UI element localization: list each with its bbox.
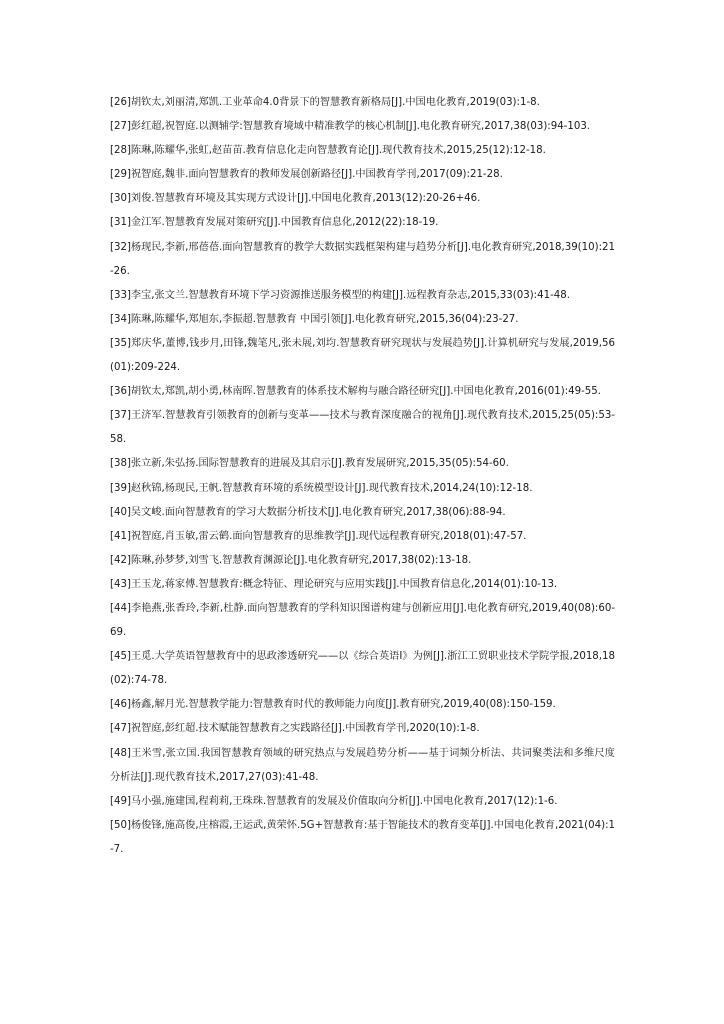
reference-entry: [29]祝智庭,魏非.面向智慧教育的教师发展创新路径[J].中国教育学刊,2017(09):21-28.: [110, 169, 503, 181]
reference-entry: [39]赵秋锦,杨现民,王帆.智慧教育环境的系统模型设计[J].现代教育技术,2014,24(10):12-18.: [110, 482, 533, 494]
reference-entry: [44]李艳燕,张香玲,李新,杜静.面向智慧教育的学科知识图谱构建与创新应用[J].电化教育研究,2019,40(08):60-69.: [110, 602, 615, 639]
reference-entry: [27]彭红超,祝智庭.以测辅学:智慧教育境域中精准教学的核心机制[J].电化教育研究,2017,38(03):94-103.: [110, 121, 591, 133]
reference-entry: [34]陈琳,陈耀华,郑旭东,李振超.智慧教育 中国引领[J].电化教育研究,2015,36(04):23-27.: [110, 313, 519, 325]
reference-entry: [47]祝智庭,彭红超.技术赋能智慧教育之实践路径[J].中国教育学刊,2020(10):1-8.: [110, 723, 480, 735]
reference-entry: [42]陈琳,孙梦梦,刘雪飞.智慧教育渊源论[J].电化教育研究,2017,38(02):13-18.: [110, 554, 472, 566]
reference-entry: [26]胡钦太,刘丽清,郑凯.工业革命4.0背景下的智慧教育新格局[J].中国电化教育,2019(03):1-8.: [110, 97, 540, 108]
reference-list: [110, 91, 615, 862]
reference-entry: [31]金江军.智慧教育发展对策研究[J].中国教育信息化,2012(22):18-19.: [110, 217, 439, 229]
reference-entry: [35]郑庆华,董博,钱步月,田锋,魏笔凡,张未展,刘均.智慧教育研究现状与发展趋势[J].计算机研究与发展,2019,56(01):209-224.: [110, 337, 615, 374]
reference-entry: [50]杨俊锋,施高俊,庄榕霞,王运武,黄荣怀.5G+智慧教育:基于智能技术的教育变革[J].中国电化教育,2021(04):1-7.: [110, 819, 615, 855]
reference-entry: [48]王米雪,张立国.我国智慧教育领域的研究热点与发展趋势分析——基于词频分析法、共词聚类法和多维尺度分析法[J].现代教育技术,2017,27(03):41-48.: [110, 747, 615, 783]
reference-entry: [32]杨现民,李新,邢蓓蓓.面向智慧教育的教学大数据实践框架构建与趋势分析[J].电化教育研究,2018,39(10):21-26.: [110, 241, 615, 277]
reference-entry: [40]吴文峻.面向智慧教育的学习大数据分析技术[J].电化教育研究,2017,38(06):88-94.: [110, 506, 506, 518]
reference-entry: [38]张立新,朱弘扬.国际智慧教育的进展及其启示[J].教育发展研究,2015,35(05):54-60.: [110, 458, 509, 470]
reference-entry: [37]王济军.智慧教育引领教育的创新与变革——技术与教育深度融合的视角[J].现代教育技术,2015,25(05):53-58.: [110, 410, 615, 446]
reference-entry: [33]李宝,张文兰.智慧教育环境下学习资源推送服务模型的构建[J].远程教育杂志,2015,33(03):41-48.: [110, 289, 570, 301]
reference-entry: [41]祝智庭,肖玉敏,雷云鹤.面向智慧教育的思维教学[J].现代远程教育研究,2018(01):47-57.: [110, 530, 527, 542]
reference-entry: [49]马小强,施建国,程莉莉,王珠珠.智慧教育的发展及价值取向分析[J].中国电化教育,2017(12):1-6.: [110, 795, 558, 807]
reference-entry: [30]刘俊.智慧教育环境及其实现方式设计[J].中国电化教育,2013(12):20-26+46.: [110, 193, 481, 205]
reference-entry: [43]王玉龙,蒋家傅.智慧教育:概念特征、理论研究与应用实践[J].中国教育信息化,2014(01):10-13.: [110, 578, 558, 590]
reference-entry: [46]杨鑫,解月光.智慧教学能力:智慧教育时代的教师能力向度[J].教育研究,2019,40(08):150-159.: [110, 699, 556, 711]
reference-entry: [28]陈琳,陈耀华,张虹,赵苗苗.教育信息化走向智慧教育论[J].现代教育技术,2015,25(12):12-18.: [110, 145, 546, 157]
reference-entry: [36]胡钦太,郑凯,胡小勇,林南晖.智慧教育的体系技术解构与融合路径研究[J].中国电化教育,2016(01):49-55.: [110, 386, 601, 398]
reference-entry: [45]王觅.大学英语智慧教育中的思政渗透研究——以《综合英语Ⅰ》为例[J].浙江工贸职业技术学院学报,2018,18(02):74-78.: [110, 651, 615, 687]
